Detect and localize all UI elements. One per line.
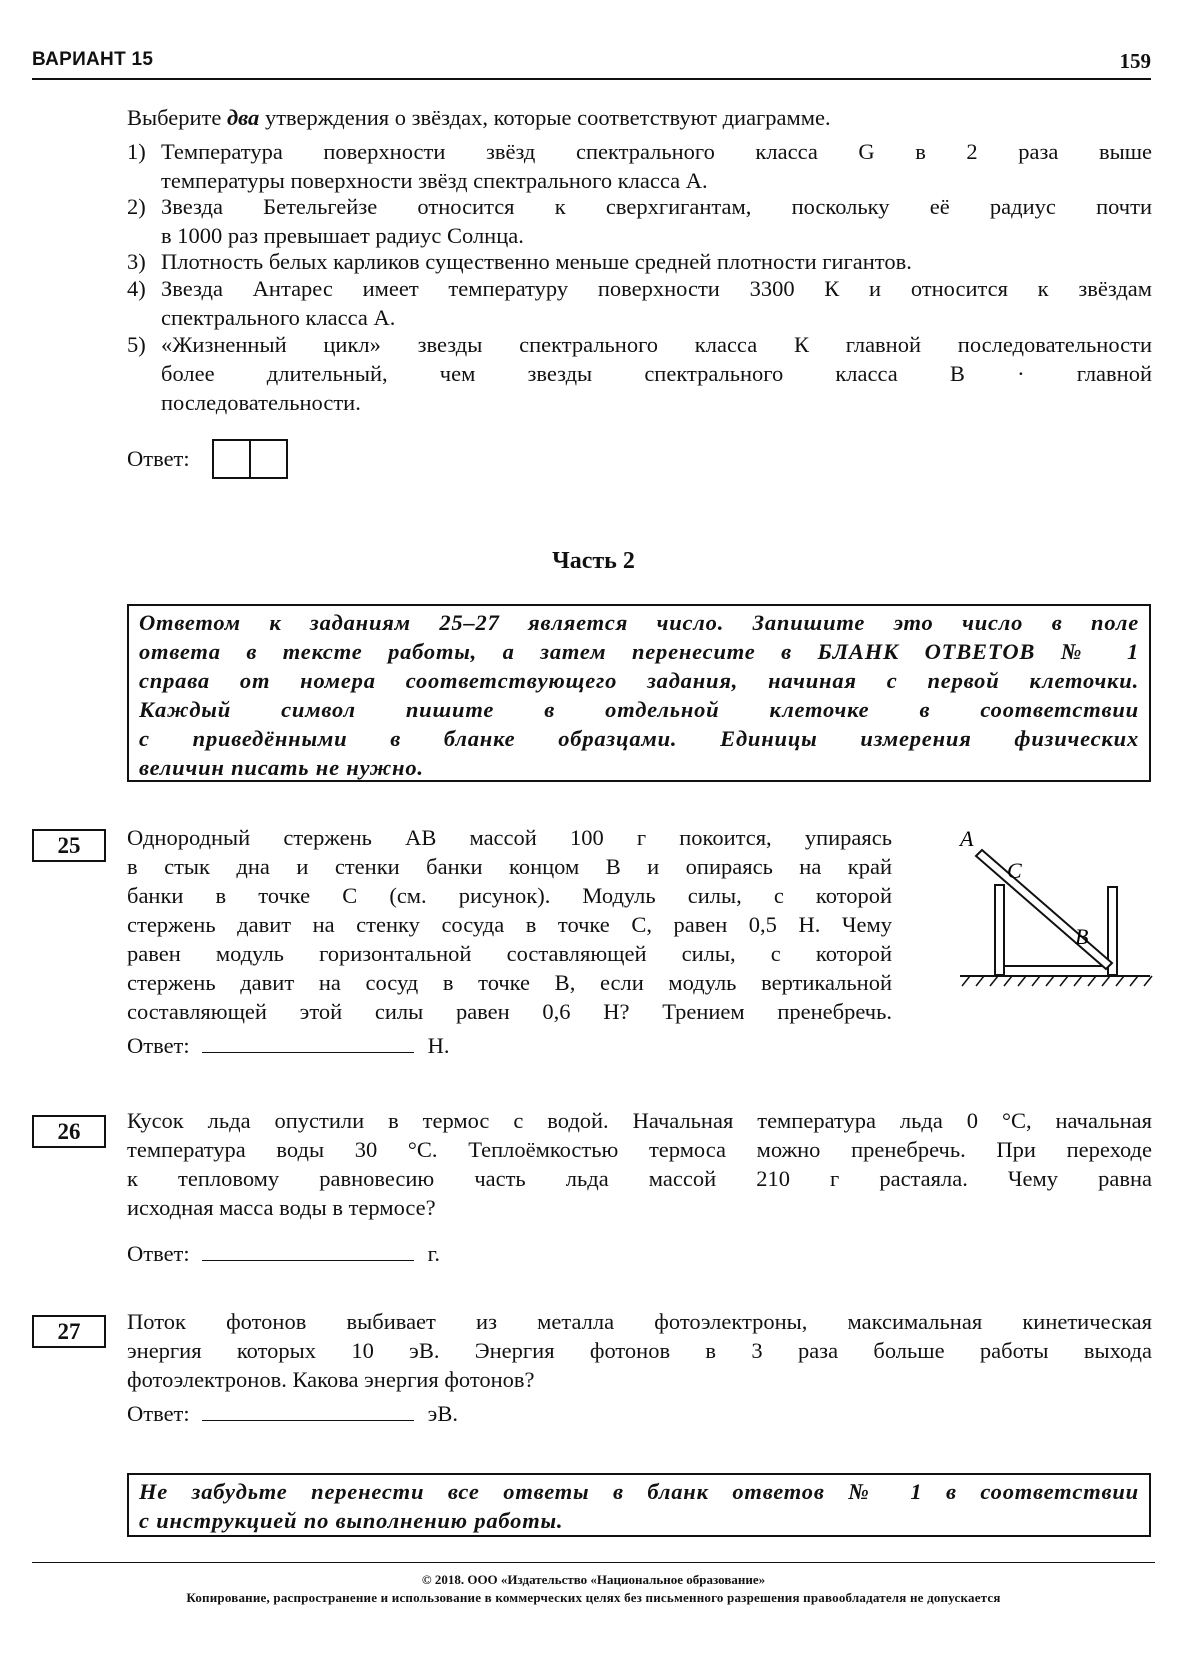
q24-answer-cells[interactable]	[212, 439, 288, 479]
footer-copyright: © 2018. ООО «Издательство «Национальное образование»	[421, 1572, 766, 1587]
final-reminder: Не забудьте перенести все ответы в бланк ответов № 1 в соответствии с инструкцией по выполнению работы.	[127, 1473, 1151, 1537]
variant-label: ВАРИАНТ 15	[32, 49, 154, 70]
label-b: B	[1075, 924, 1089, 949]
jar-left-wall	[995, 885, 1004, 975]
part-title: Часть 2	[552, 548, 635, 574]
q24-intro: Выберите два утверждения о звёздах, которые соответствуют диаграмме.	[127, 105, 831, 130]
answer-cell[interactable]	[249, 441, 286, 477]
footer-divider	[32, 1562, 1155, 1563]
q24-option-5: 5) «Жизненный цикл» звезды спектрального класса К главной последовательности более длительный, чем звезды спектрального класса В · главной последовательности.	[127, 332, 1152, 415]
label-c: C	[1007, 858, 1022, 883]
q24-answer-label: Ответ:	[127, 446, 190, 471]
task-26-answer-field[interactable]	[202, 1238, 414, 1261]
footer-legal: Копирование, распространение и использование в коммерческих целях без письменного разрешения правообладателя не допускается	[186, 1590, 1001, 1605]
task-26-answer: Ответ: г.	[127, 1238, 440, 1268]
q24-intro-emphasis: два	[227, 105, 260, 130]
task-25-answer-field[interactable]	[202, 1030, 414, 1053]
header-divider	[32, 78, 1151, 80]
task-25-text: Однородный стержень AB массой 100 г покоится, упираясь в стык дна и стенки банки концом B и опираясь на край банки в точке C (см. рисунок). Модуль силы, с которой стержень давит на стенку сосуда в точке C, равен 0,5 Н. Чему равен модуль горизонтальной составляющей силы, с которой стержень давит на сосуд в точке B, если модуль вертикальной составляющей этой силы равен 0,6 Н? Трением пренебречь.	[127, 825, 892, 1024]
q24-option-4: 4) Звезда Антарес имеет температуру поверхности 3300 К и относится к звёздам спектрального класса А.	[127, 276, 1152, 330]
ground-hatching	[962, 976, 1152, 986]
label-a: A	[960, 826, 974, 851]
task-26-text: Кусок льда опустили в термос с водой. Начальная температура льда 0 °C, начальная температура воды 30 °C. Теплоёмкостью термоса можно пренебречь. При переходе к тепловому равновесию часть льда массой 210 г растаяла. Чему равна исходная масса воды в термосе?	[127, 1108, 1152, 1220]
part2-instructions: Ответом к заданиям 25–27 является число. Запишите это число в поле ответа в тексте работы, а затем перенесите в БЛАНК ОТВЕТОВ № 1 справа от номера соответствующего задания, начиная с первой клеточки. Каждый символ пишите в отдельной клеточке в соответствии с приведёнными в бланке образцами. Единицы измерения физических величин писать не нужно.	[127, 604, 1151, 782]
task-27-number: 27	[32, 1315, 106, 1348]
q24-option-1: 1) Температура поверхности звёзд спектрального класса G в 2 раза выше температуры поверхности звёзд спектрального класса A.	[127, 139, 1152, 193]
page-number: 159	[1119, 49, 1151, 73]
task-27-text: Поток фотонов выбивает из металла фотоэлектроны, максимальная кинетическая энергия которых 10 эВ. Энергия фотонов в 3 раза больше работы выхода фотоэлектронов. Какова энергия фотонов?	[127, 1309, 1152, 1392]
task-27-answer: Ответ: эВ.	[127, 1398, 458, 1428]
task-25-answer: Ответ: Н.	[127, 1030, 450, 1060]
rod-ab	[976, 850, 1112, 969]
task-26-number: 26	[32, 1115, 106, 1148]
answer-cell[interactable]	[214, 441, 249, 477]
task-25-number: 25	[32, 829, 106, 862]
q24-option-3: 3) Плотность белых карликов существенно меньше средней плотности гигантов.	[127, 249, 912, 274]
rod-in-jar-figure	[955, 820, 1155, 990]
task-27-answer-field[interactable]	[202, 1398, 414, 1421]
q24-option-2: 2) Звезда Бетельгейзе относится к сверхгигантам, поскольку её радиус почти в 1000 раз превышает радиус Солнца.	[127, 194, 1152, 248]
